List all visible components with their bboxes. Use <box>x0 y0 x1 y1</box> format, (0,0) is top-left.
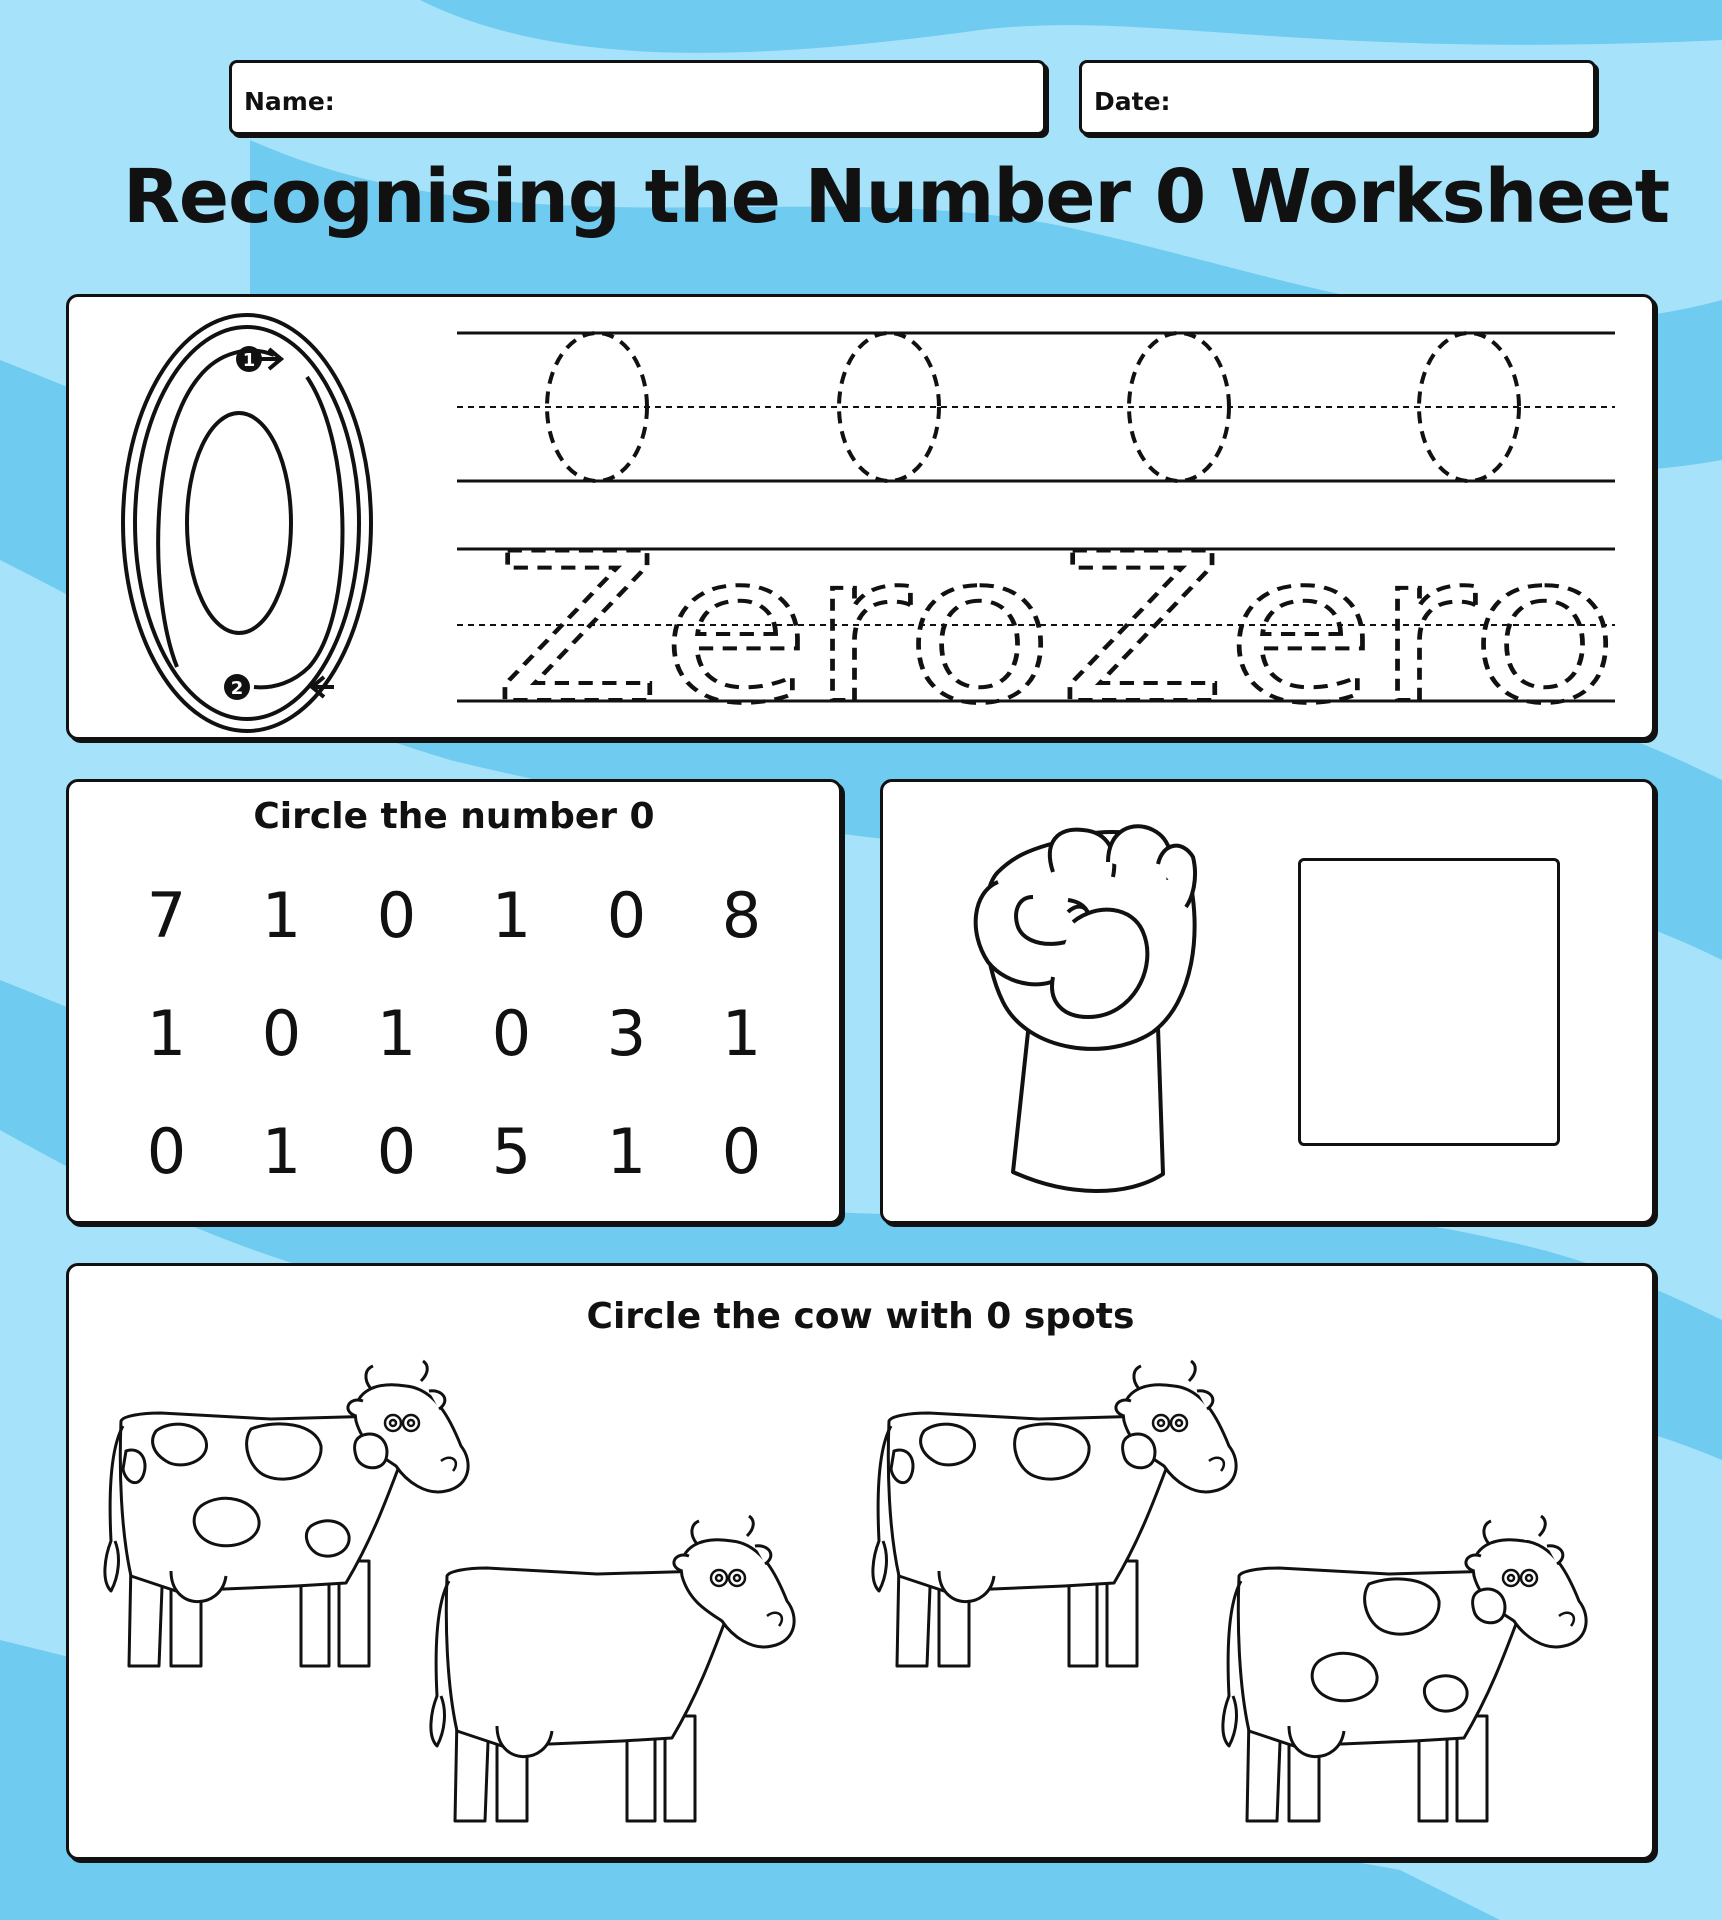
trace-word[interactable] <box>1059 511 1619 737</box>
number-cell[interactable]: 0 <box>721 1115 762 1188</box>
tracing-panel <box>66 294 1655 740</box>
cow-without-spots[interactable] <box>431 1516 794 1821</box>
step-2-number: 2 <box>230 678 244 699</box>
name-field[interactable] <box>229 60 1046 135</box>
number-cell[interactable]: 0 <box>376 879 417 952</box>
cow-with-spots-2[interactable] <box>873 1361 1236 1666</box>
svg-text:Zero: Zero <box>1059 511 1619 737</box>
big-zero-numeral <box>123 315 371 731</box>
cow-with-spots-1[interactable] <box>105 1361 468 1666</box>
number-cell[interactable]: 1 <box>721 997 762 1070</box>
circle-number-title: Circle the number 0 <box>253 796 655 837</box>
cows-panel <box>66 1263 1655 1860</box>
number-cell[interactable]: 1 <box>261 879 302 952</box>
number-cell[interactable]: 1 <box>376 997 417 1070</box>
number-cell[interactable]: 0 <box>606 879 647 952</box>
trace-word[interactable] <box>494 511 1054 737</box>
date-label: Date: <box>1094 87 1171 116</box>
cow-with-spots-3[interactable] <box>1223 1516 1586 1821</box>
finger-count-panel <box>880 779 1655 1224</box>
number-grid <box>109 879 799 1188</box>
number-cell[interactable]: 7 <box>146 879 187 952</box>
page-title: Recognising the Number 0 Worksheet <box>122 154 1670 240</box>
number-cell[interactable]: 0 <box>491 997 532 1070</box>
tracing-canvas <box>69 297 1652 737</box>
fist-illustration <box>958 802 1218 1222</box>
circle-number-panel <box>66 779 842 1224</box>
number-cell[interactable]: 0 <box>261 997 302 1070</box>
number-cell[interactable]: 0 <box>146 1115 187 1188</box>
svg-text:Zero: Zero <box>494 511 1054 737</box>
number-cell[interactable]: 1 <box>146 997 187 1070</box>
number-cell[interactable]: 3 <box>606 997 647 1070</box>
writing-lines-numbers <box>457 333 1615 481</box>
answer-box[interactable] <box>1298 858 1560 1146</box>
name-label: Name: <box>244 87 335 116</box>
number-cell[interactable]: 8 <box>721 879 762 952</box>
number-cell[interactable]: 5 <box>491 1115 532 1188</box>
number-cell[interactable]: 1 <box>261 1115 302 1188</box>
cows-canvas <box>69 1266 1652 1857</box>
step-1-number: 1 <box>242 350 256 371</box>
cows-title: Circle the cow with 0 spots <box>586 1296 1135 1337</box>
number-cell[interactable]: 1 <box>606 1115 647 1188</box>
number-cell[interactable]: 1 <box>491 879 532 952</box>
date-field[interactable] <box>1079 60 1596 135</box>
number-cell[interactable]: 0 <box>376 1115 417 1188</box>
